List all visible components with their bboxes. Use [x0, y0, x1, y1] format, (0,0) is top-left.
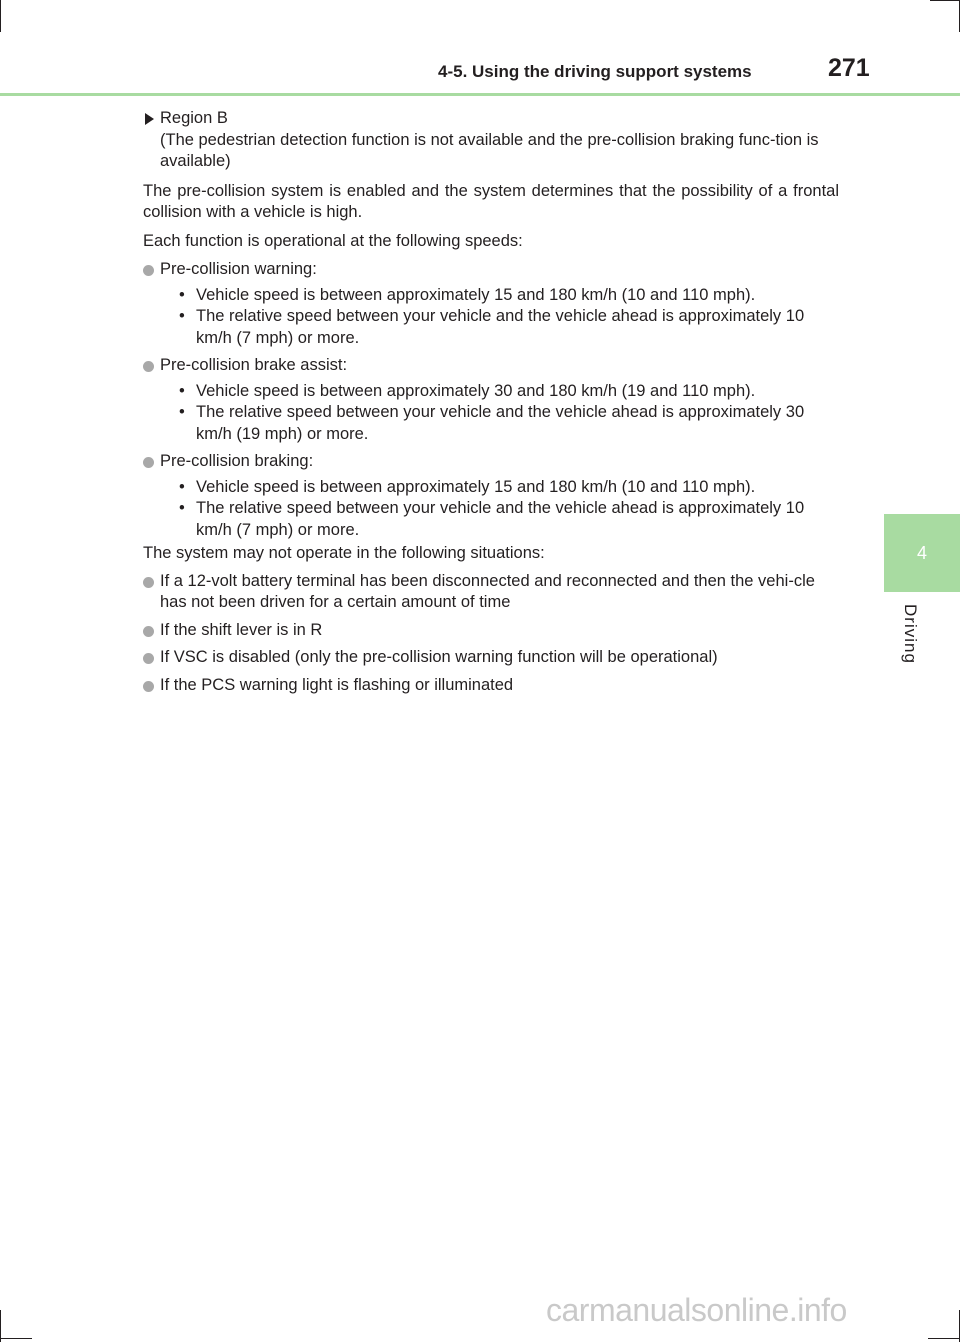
situation-text: If the PCS warning light is flashing or illuminated [160, 675, 514, 694]
crop-mark [930, 0, 960, 1]
function-item [143, 259, 839, 349]
function-item [143, 451, 839, 541]
main-content [143, 108, 839, 702]
chapter-tab [884, 514, 960, 592]
bullet-dot-icon [143, 653, 154, 664]
condition-list [160, 381, 839, 446]
condition-list [160, 285, 839, 350]
situation-text: If a 12-volt battery terminal has been disconnected and reconnected and then the vehi-cle has not been driven for a certain amount of time [160, 571, 815, 611]
condition-item: • Vehicle speed is between approximately 15 and 180 km/h (10 and 110 mph). [179, 285, 756, 304]
situation-item [143, 620, 839, 642]
speeds-intro: Each function is operational at the following speeds: [143, 231, 523, 250]
bullet-dot-icon [143, 626, 154, 637]
condition-item: • Vehicle speed is between approximately 30 and 180 km/h (19 and 110 mph). [179, 381, 756, 400]
page-number: 271 [828, 54, 870, 82]
section-title: 4-5. Using the driving support systems [438, 62, 752, 81]
situation-item [143, 647, 839, 669]
bullet-dot-icon [143, 681, 154, 692]
region-note: (The pedestrian detection function is not available and the pre-collision braking func-tion is available) [160, 130, 819, 170]
situation-item [143, 675, 839, 697]
function-name: Pre-collision braking: [160, 452, 314, 470]
function-item [143, 355, 839, 445]
header-rule [0, 93, 960, 96]
crop-mark [0, 1338, 32, 1339]
function-name: Pre-collision warning: [160, 260, 317, 278]
watermark: carmanualsonline.info [546, 1292, 847, 1328]
condition-list [160, 477, 839, 542]
bullet-dot-icon [143, 265, 154, 276]
intro-paragraph: The pre-collision system is enabled and the system determines that the possibility of a frontal collision with a vehicle is high. [143, 181, 839, 221]
arrow-icon [145, 113, 154, 125]
bullet-dot-icon [143, 361, 154, 372]
condition-item: • Vehicle speed is between approximately 15 and 180 km/h (10 and 110 mph). [179, 477, 756, 496]
chapter-number: 4 [916, 542, 927, 563]
bullet-dot-icon [143, 457, 154, 468]
region-heading [143, 108, 839, 173]
function-name: Pre-collision brake assist: [160, 356, 348, 374]
situation-text: If the shift lever is in R [160, 620, 323, 639]
situation-item [143, 571, 839, 614]
condition-item: • The relative speed between your vehicle and the vehicle ahead is approximately 30 km/h (19 mph) or more. [179, 403, 805, 443]
chapter-label: Driving [901, 604, 920, 664]
situation-text: If VSC is disabled (only the pre-collision warning function will be operational) [160, 648, 718, 666]
condition-item: • The relative speed between your vehicle and the vehicle ahead is approximately 10 km/h (7 mph) or more. [179, 307, 805, 347]
condition-item: • The relative speed between your vehicle and the vehicle ahead is approximately 10 km/h (7 mph) or more. [179, 499, 805, 539]
not-operate-intro: The system may not operate in the following situations: [143, 544, 545, 562]
bullet-dot-icon [143, 577, 154, 588]
crop-mark [0, 0, 1, 32]
crop-mark [928, 1338, 960, 1339]
region-title: Region B [160, 109, 228, 127]
